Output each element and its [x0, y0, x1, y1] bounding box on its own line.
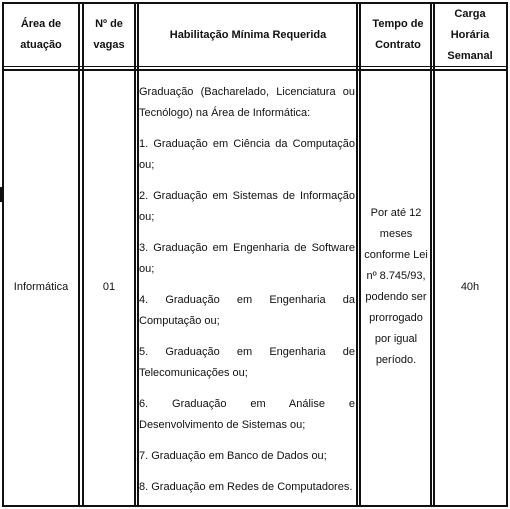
header-tempo: Tempo de Contrato [372, 18, 424, 51]
habilitacao-item: 3. Graduação em Engenharia de Software ou; [139, 242, 355, 275]
habilitacao-intro: Graduação (Bacharelado, Licenciatura ou Tecnólogo) na Área de Informática: [139, 86, 355, 119]
header-habilitacao: Habilitação Mínima Requerida [169, 28, 327, 41]
border-right [506, 2, 508, 507]
col-sep-1a [78, 2, 80, 507]
habilitacao-item: 2. Graduação em Sistemas de Informação ou; [139, 190, 355, 223]
habilitacao-item: 8. Graduação em Redes de Computadores. [139, 481, 353, 493]
habilitacao-item: 5. Graduação em Engenharia de Telecomunicações ou; [139, 346, 355, 379]
habilitacao-item: 7. Graduação em Banco de Dados ou; [139, 450, 327, 462]
col-sep-2b [137, 2, 139, 507]
col-sep-4a [430, 2, 432, 507]
cell-area: Informática [13, 280, 69, 293]
col-sep-2a [134, 2, 136, 507]
col-sep-3a [356, 2, 358, 507]
col-sep-4b [433, 2, 435, 507]
header-area: Área de atuação [20, 18, 62, 51]
cell-tempo: Por até 12 meses conforme Lei nº 8.745/93, podendo ser prorrogado por igual período. [364, 207, 428, 366]
col-sep-1b [82, 2, 84, 507]
col-sep-3b [359, 2, 361, 507]
header-carga: Carga Horária Semanal [447, 7, 493, 62]
left-margin-mark [0, 187, 3, 202]
header-vagas: Nº de vagas [93, 18, 125, 51]
cell-habilitacao [139, 82, 355, 508]
border-left [2, 2, 4, 507]
cell-vagas: 01 [102, 280, 116, 293]
habilitacao-item: 1. Graduação em Ciência da Computação ou; [139, 138, 355, 171]
habilitacao-item: 6. Graduação em Análise e Desenvolvimento de Sistemas ou; [139, 398, 355, 431]
cell-carga: 40h [460, 280, 480, 293]
habilitacao-item: 4. Graduação em Engenharia da Computação ou; [139, 294, 355, 327]
